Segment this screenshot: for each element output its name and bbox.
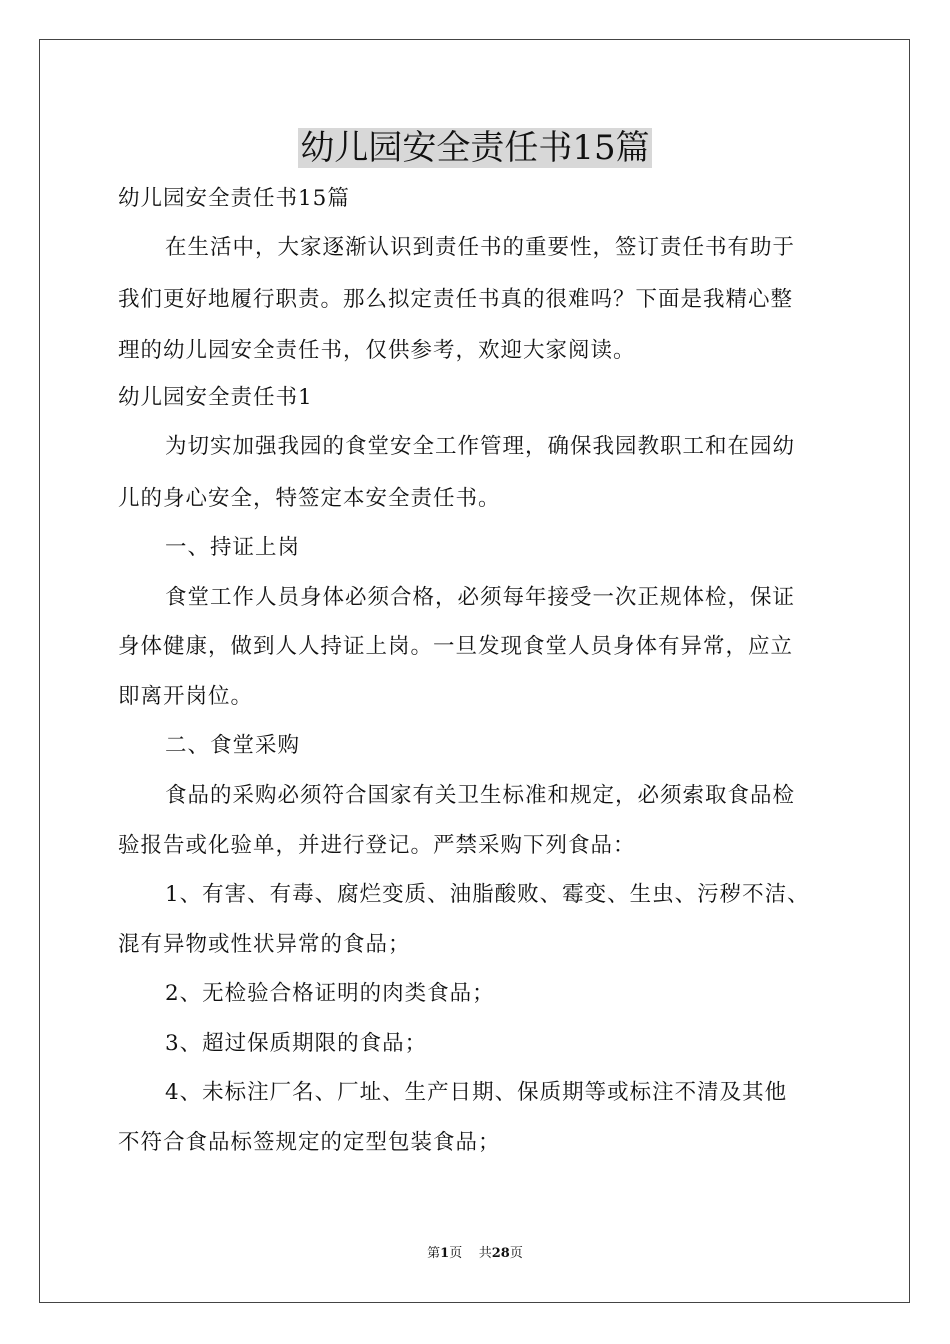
page-suffix: 页 bbox=[449, 1246, 463, 1261]
list-item-line: 1、有害、有毒、腐烂变质、油脂酸败、霉变、生虫、污秽不洁、 bbox=[165, 882, 810, 907]
total-suffix: 页 bbox=[509, 1246, 523, 1261]
list-item-line: 不符合食品标签规定的定型包装食品； bbox=[118, 1130, 501, 1155]
paragraph-line: 我们更好地履行职责。那么拟定责任书真的很难吗？下面是我精心整 bbox=[118, 287, 794, 312]
paragraph-line: 食堂工作人员身体必须合格，必须每年接受一次正规体检，保证 bbox=[165, 585, 796, 610]
total-page-number: 28 bbox=[491, 1246, 510, 1261]
total-prefix: 共 bbox=[478, 1246, 492, 1261]
subheading-line: 二、食堂采购 bbox=[165, 733, 301, 758]
list-item-line: 混有异物或性状异常的食品； bbox=[118, 932, 411, 957]
paragraph-line: 儿的身心安全，特签定本安全责任书。 bbox=[118, 486, 501, 511]
paragraph-line: 身体健康，做到人人持证上岗。一旦发现食堂人员身体有异常，应立 bbox=[118, 634, 794, 659]
page-border bbox=[39, 39, 910, 1303]
paragraph-line: 为切实加强我园的食堂安全工作管理，确保我园教职工和在园幼 bbox=[165, 434, 796, 459]
current-page-number: 1 bbox=[440, 1246, 450, 1261]
list-item-line: 4、未标注厂名、厂址、生产日期、保质期等或标注不清及其他 bbox=[165, 1080, 788, 1105]
paragraph-line: 理的幼儿园安全责任书，仅供参考，欢迎大家阅读。 bbox=[118, 338, 636, 363]
subheading-line: 一、持证上岗 bbox=[165, 535, 301, 560]
document-title bbox=[0, 122, 950, 174]
list-item-line: 2、无检验合格证明的肉类食品； bbox=[165, 981, 495, 1006]
section-heading: 幼儿园安全责任书1 bbox=[118, 385, 313, 410]
paragraph-line: 即离开岗位。 bbox=[118, 684, 254, 709]
subtitle-line: 幼儿园安全责任书15篇 bbox=[118, 186, 350, 211]
page-prefix: 第 bbox=[427, 1246, 441, 1261]
document-title-text: 幼儿园安全责任书15篇 bbox=[300, 128, 650, 168]
paragraph-line: 验报告或化验单，并进行登记。严禁采购下列食品： bbox=[118, 833, 636, 858]
paragraph-line: 食品的采购必须符合国家有关卫生标准和规定，必须索取食品检 bbox=[165, 783, 796, 808]
page-footer bbox=[0, 1245, 950, 1263]
paragraph-line: 在生活中，大家逐渐认识到责任书的重要性，签订责任书有助于 bbox=[165, 235, 796, 260]
list-item-line: 3、超过保质期限的食品； bbox=[165, 1031, 428, 1056]
